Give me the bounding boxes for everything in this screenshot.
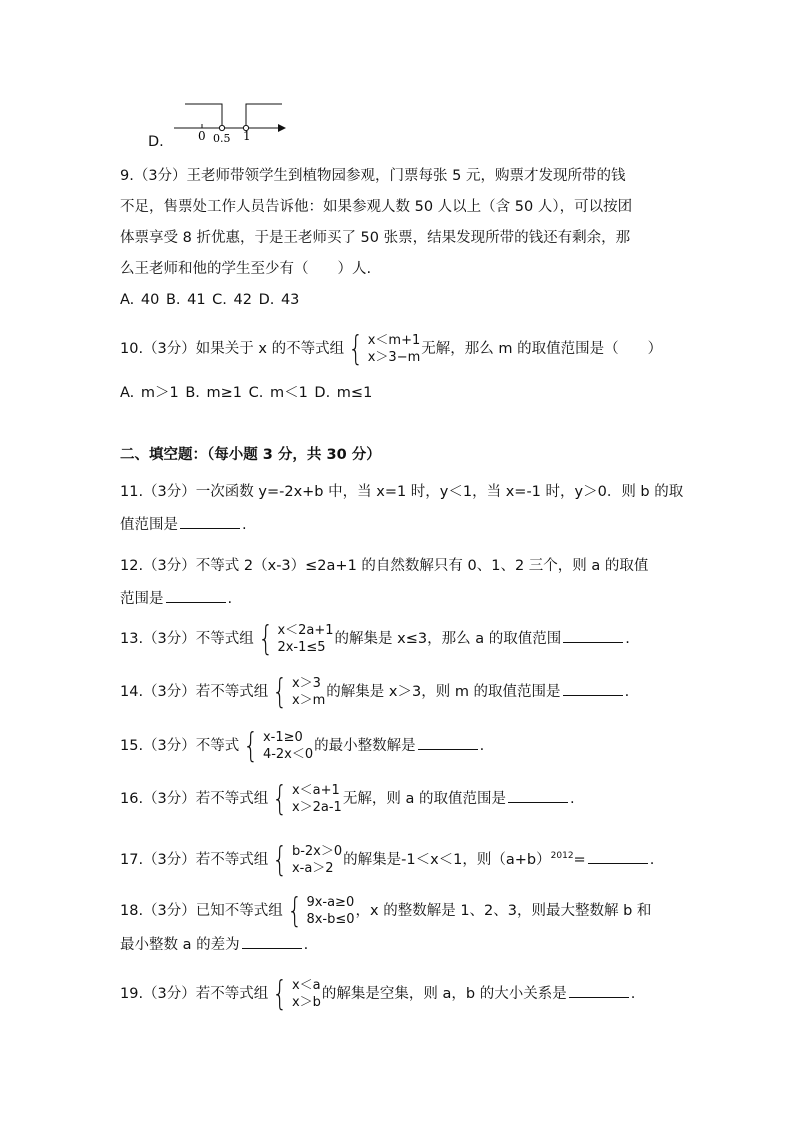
q11-line-1: 11.（3分）一次函数 y=-2x+b 中，当 x=1 时，y＜1，当 x=-1 时，y＞0．则 b 的取	[120, 484, 684, 500]
answer-blank	[588, 849, 648, 864]
open-point-half	[219, 125, 224, 130]
q9-options: A. 40 B. 41 C. 42 D. 43	[120, 292, 300, 308]
q18-line-1	[120, 891, 652, 931]
q19-line	[120, 974, 636, 1014]
q19-system	[269, 974, 321, 1014]
answer-blank	[418, 735, 478, 750]
q10-row2: x＞3−m	[367, 350, 421, 365]
q11-line-2-text: 值范围是	[120, 517, 178, 533]
q13-period: .	[625, 631, 630, 647]
q19-suffix: 的解集是空集，则 a，b 的大小关系是	[321, 986, 567, 1002]
q15-row1: x-1≥0	[262, 730, 303, 745]
q15-prefix: 15.（3分）不等式	[120, 738, 240, 754]
q10-suffix: 无解，那么 m 的取值范围是（ ）	[421, 341, 663, 357]
q11-period: .	[242, 517, 247, 533]
right-ray	[246, 104, 282, 128]
q12-line-1: 12.（3分）不等式 2（x-3）≤2a+1 的自然数解只有 0、1、2 三个，则 a 的取值	[120, 558, 649, 574]
q18-row2: 8x-b≤0	[306, 912, 355, 927]
q17-row1: b-2x＞0	[291, 844, 343, 859]
q10-row1: x＜m+1	[367, 333, 421, 348]
q14-row2: x＞m	[291, 693, 326, 708]
q17-equals: =	[573, 852, 586, 868]
q17-system	[269, 840, 343, 880]
answer-blank	[242, 934, 302, 949]
option-d-label: D.	[148, 134, 164, 150]
q17-row2: x-a＞2	[291, 861, 334, 876]
q15-system	[240, 726, 314, 766]
q19-period: .	[630, 986, 636, 1002]
q17-exponent: 2012	[550, 851, 574, 862]
q14-row1: x＞3	[291, 676, 321, 691]
q19-row2: x＞b	[291, 995, 321, 1010]
answer-blank	[166, 588, 226, 603]
answer-blank	[569, 983, 629, 998]
q9-line-4: 么王老师和他的学生至少有（ ）人.	[120, 261, 372, 277]
q12-line-2	[120, 588, 232, 609]
q12-period: .	[227, 591, 233, 607]
q18-row1: 9x-a≥0	[306, 895, 355, 910]
answer-blank	[508, 788, 568, 803]
q14-prefix: 14.（3分）若不等式组	[120, 684, 269, 700]
q19-row1: x＜a	[291, 978, 321, 993]
q11-line-2	[120, 514, 247, 535]
q10-prefix: 10.（3分）如果关于 x 的不等式组	[120, 341, 345, 357]
q15-period: .	[479, 738, 485, 754]
answer-blank	[563, 681, 623, 696]
tick-label-0: 0	[198, 129, 206, 142]
q13-suffix: 的解集是 x≤3，那么 a 的取值范围	[334, 631, 562, 647]
q16-prefix: 16.（3分）若不等式组	[120, 791, 269, 807]
q13-system	[255, 619, 334, 659]
q9-line-2: 不足，售票处工作人员告诉他：如果参观人数 50 人以上（含 50 人），可以按团	[120, 199, 633, 215]
q13-line	[120, 619, 630, 659]
q16-suffix: 无解，则 a 的取值范围是	[342, 791, 506, 807]
q17-suffix: 的解集是-1＜x＜1，则（a+b）	[343, 852, 551, 868]
q14-system	[269, 672, 326, 712]
tick-label-1: 1	[243, 129, 251, 142]
q17-period: .	[649, 852, 655, 868]
q15-suffix: 的最小整数解是	[314, 738, 416, 754]
brace-icon: {	[272, 672, 288, 712]
q17-line	[120, 840, 655, 880]
q18-period: .	[303, 937, 309, 953]
brace-icon: {	[272, 974, 288, 1014]
answer-blank	[180, 514, 240, 529]
q15-row2: 4-2x＜0	[262, 747, 314, 762]
q14-line	[120, 672, 630, 712]
brace-icon: {	[243, 726, 259, 766]
q13-prefix: 13.（3分）不等式组	[120, 631, 254, 647]
q9-line-3: 体票享受 8 折优惠，于是王老师买了 50 张票，结果发现所带的钱还有剩余，那	[120, 230, 631, 246]
q18-prefix: 18.（3分）已知不等式组	[120, 903, 283, 919]
q18-suffix: ，x 的整数解是 1、2、3，则最大整数解 b 和	[355, 903, 652, 919]
q16-row1: x＜a+1	[291, 783, 340, 798]
left-ray	[185, 104, 222, 128]
q19-prefix: 19.（3分）若不等式组	[120, 986, 269, 1002]
q16-line	[120, 779, 575, 819]
q16-row2: x＞2a-1	[291, 800, 342, 815]
q13-row2: 2x-1≤5	[277, 640, 326, 655]
q16-period: .	[569, 791, 575, 807]
number-line-svg	[150, 96, 290, 142]
q9-line-1: 9.（3分）王老师带领学生到植物园参观，门票每张 5 元，购票才发现所带的钱	[120, 168, 626, 184]
q18-line-2-text: 最小整数 a 的差为	[120, 937, 240, 953]
section-2-title: 二、填空题：（每小题 3 分，共 30 分）	[120, 447, 381, 463]
q12-line-2-text: 范围是	[120, 591, 164, 607]
brace-icon: {	[272, 779, 288, 819]
q18-line-2	[120, 934, 308, 955]
q13-row1: x＜2a+1	[277, 623, 334, 638]
brace-icon: {	[258, 619, 274, 659]
q10-line	[120, 329, 663, 369]
q17-prefix: 17.（3分）若不等式组	[120, 852, 269, 868]
q10-options: A. m＞1 B. m≥1 C. m＜1 D. m≤1	[120, 385, 373, 401]
tick-label-0.5: 0.5	[213, 132, 231, 142]
q10-system	[345, 329, 421, 369]
q18-system	[284, 891, 355, 931]
q16-system	[269, 779, 342, 819]
answer-blank	[563, 628, 623, 643]
brace-icon: {	[272, 840, 288, 880]
q14-suffix: 的解集是 x＞3，则 m 的取值范围是	[326, 684, 561, 700]
brace-icon: {	[287, 891, 303, 931]
q14-period: .	[624, 684, 630, 700]
brace-icon: {	[348, 329, 364, 369]
axis-arrow	[278, 124, 286, 132]
q15-line	[120, 726, 485, 766]
